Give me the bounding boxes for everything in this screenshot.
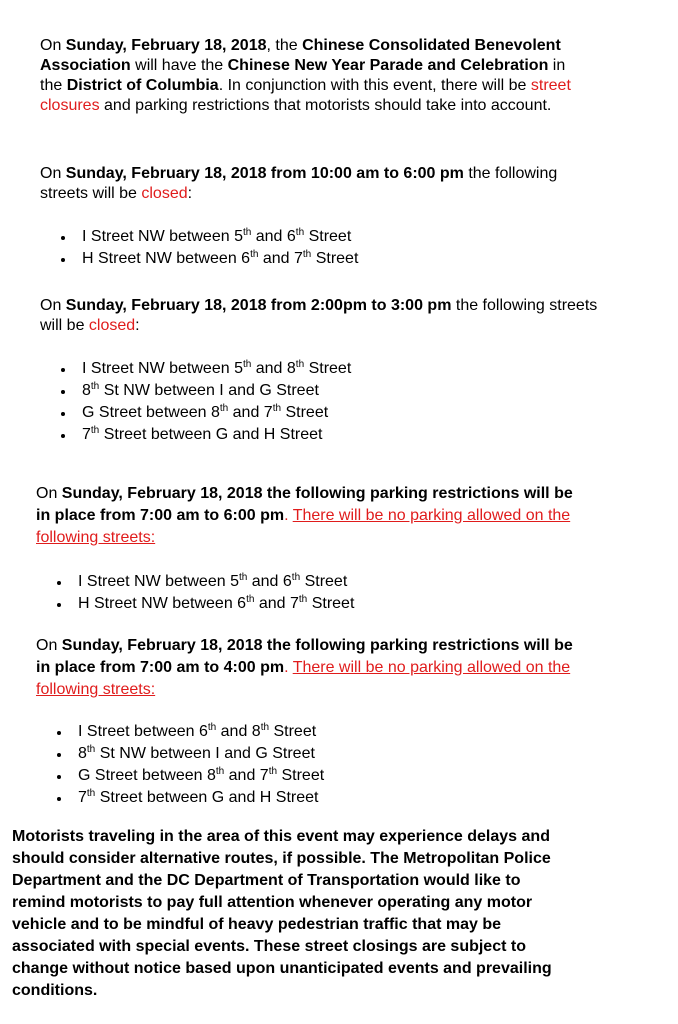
item-superscript: th [86,744,96,755]
item-text: and 7 [228,404,273,421]
bullet-icon [57,753,61,757]
intro-text-3: in the [40,57,566,94]
bullet-icon [61,390,65,394]
item-text: and 8 [251,360,296,377]
bullet-icon [61,368,65,372]
item-text: Street [304,360,352,377]
item-text: G Street between 8 [78,767,216,784]
intro-text-5: and parking restrictions that motorists should take into account. [99,97,552,114]
intro-on: On [40,37,66,54]
bullet-icon [57,581,61,585]
bullet-icon [61,236,65,240]
closure-1-heading [40,164,600,204]
item-text: 7 [82,426,91,443]
closure-1-datetime: Sunday, February 18, 2018 from 10:00 am to 6:00 pm [65,165,464,182]
item-text: I Street NW between 5 [82,228,243,245]
item-superscript: th [260,722,270,733]
list-item [60,402,600,424]
closure-section-1 [40,164,600,270]
closure-2-closed: closed [88,317,136,334]
item-text: I Street NW between 5 [78,573,239,590]
item-superscript: th [90,381,100,392]
item-superscript: th [295,227,305,238]
intro-text-1: , the [266,37,303,54]
intro-paragraph [40,36,580,116]
item-superscript: th [242,359,252,370]
closure-2-heading [40,296,600,336]
bullet-icon [57,731,61,735]
parking-1-restriction: Sunday, February 18, 2018 the following parking restrictions will be in place from 7:00 am to 6:00 pm [36,485,573,524]
item-text: 8 [82,382,91,399]
item-superscript: th [215,766,225,777]
intro-street-closures: street closures [40,77,571,114]
closure-section-2 [40,296,600,446]
list-item [56,765,576,787]
item-text: Street [281,404,329,421]
list-item [56,743,576,765]
list-item [60,226,600,248]
parking-section-1 [36,483,576,615]
item-superscript: th [246,594,255,605]
closure-2-text: the following streets will be [40,297,598,334]
list-item [60,424,600,446]
bullet-icon [61,258,65,262]
item-text: Street between G and H Street [99,426,323,443]
item-superscript: th [242,227,252,238]
item-superscript: th [268,766,278,777]
parking-2-on: On [36,637,62,654]
item-text: Street between G and H Street [95,789,319,806]
intro-text-4: . In conjunction with this event, there will be [218,77,531,94]
item-text: Street [311,250,359,267]
item-text: and 8 [216,723,261,740]
closure-2-list [60,358,600,446]
parking-1-dot: . [284,507,289,524]
intro-text-2: will have the [130,57,228,74]
item-superscript: th [302,249,312,260]
item-text: and 7 [258,250,303,267]
item-text: and 7 [254,595,299,612]
parking-2-list [56,721,576,809]
closure-1-list [60,226,600,270]
item-text: G Street between 8 [82,404,220,421]
item-text: I Street NW between 5 [82,360,243,377]
intro-district: District of Columbia [66,77,219,94]
bullet-icon [61,412,65,416]
parking-2-dot: . [284,659,289,676]
item-text: H Street NW between 6 [82,250,251,267]
parking-2-heading [36,635,576,701]
list-item [56,787,576,809]
closure-1-on: On [40,165,66,182]
item-text: and 6 [247,573,292,590]
parking-1-list [56,571,576,615]
list-item [56,593,576,615]
item-text: 8 [78,745,87,762]
item-text: St NW between I and G Street [95,745,315,762]
item-text: 7 [78,789,87,806]
item-superscript: th [86,788,96,799]
item-text: Street [269,723,317,740]
closure-1-closed: closed [141,185,188,202]
parking-2-no-parking: There will be no parking allowed on the following streets: [36,659,571,698]
item-text: and 7 [224,767,269,784]
bullet-icon [57,775,61,779]
closing-paragraph: Motorists traveling in the area of this event may experience delays and should consider alternative routes, if possible. The Metropolitan Police Department and the DC Department of Transportation would like to remind motorists to pay full attention whenever operating any motor vehicle and to be mindful of heavy pedestrian traffic that may be associated with special events. These street closings are subject to change without notice based upon unanticipated events and prevailing conditions. [12,828,552,999]
item-text: and 6 [251,228,296,245]
item-text: H Street NW between 6 [78,595,247,612]
item-superscript: th [298,594,308,605]
item-superscript: th [295,359,305,370]
closure-2-colon: : [135,317,140,334]
item-superscript: th [90,425,100,436]
item-superscript: th [291,572,301,583]
item-superscript: th [272,403,282,414]
intro-date: Sunday, February 18, 2018 [65,37,267,54]
item-text: Street [277,767,325,784]
item-superscript: th [250,249,259,260]
intro-org: Chinese Consolidated Benevolent Association [40,37,561,74]
parking-1-heading [36,483,576,549]
item-text: Street [300,573,348,590]
list-item [56,571,576,593]
intro-event: Chinese New Year Parade and Celebration [227,57,549,74]
parking-2-restriction: Sunday, February 18, 2018 the following parking restrictions will be in place from 7:00 am to 4:00 pm [36,637,573,676]
bullet-icon [57,797,61,801]
parking-1-on: On [36,485,62,502]
item-text: I Street between 6 [78,723,208,740]
item-text: Street [307,595,355,612]
parking-1-no-parking: There will be no parking allowed on the following streets: [36,507,571,546]
item-superscript: th [219,403,229,414]
closure-2-datetime: Sunday, February 18, 2018 from 2:00pm to 3:00 pm [65,297,452,314]
closure-2-on: On [40,297,66,314]
item-superscript: th [238,572,248,583]
list-item [60,380,600,402]
closure-1-text: the following streets will be [40,165,558,202]
list-item [60,248,600,270]
list-item [56,721,576,743]
bullet-icon [57,603,61,607]
item-text: St NW between I and G Street [99,382,319,399]
closure-1-colon: : [187,185,193,202]
item-text: Street [304,228,352,245]
list-item [60,358,600,380]
bullet-icon [61,434,65,438]
parking-section-2 [36,635,576,809]
item-superscript: th [207,722,217,733]
